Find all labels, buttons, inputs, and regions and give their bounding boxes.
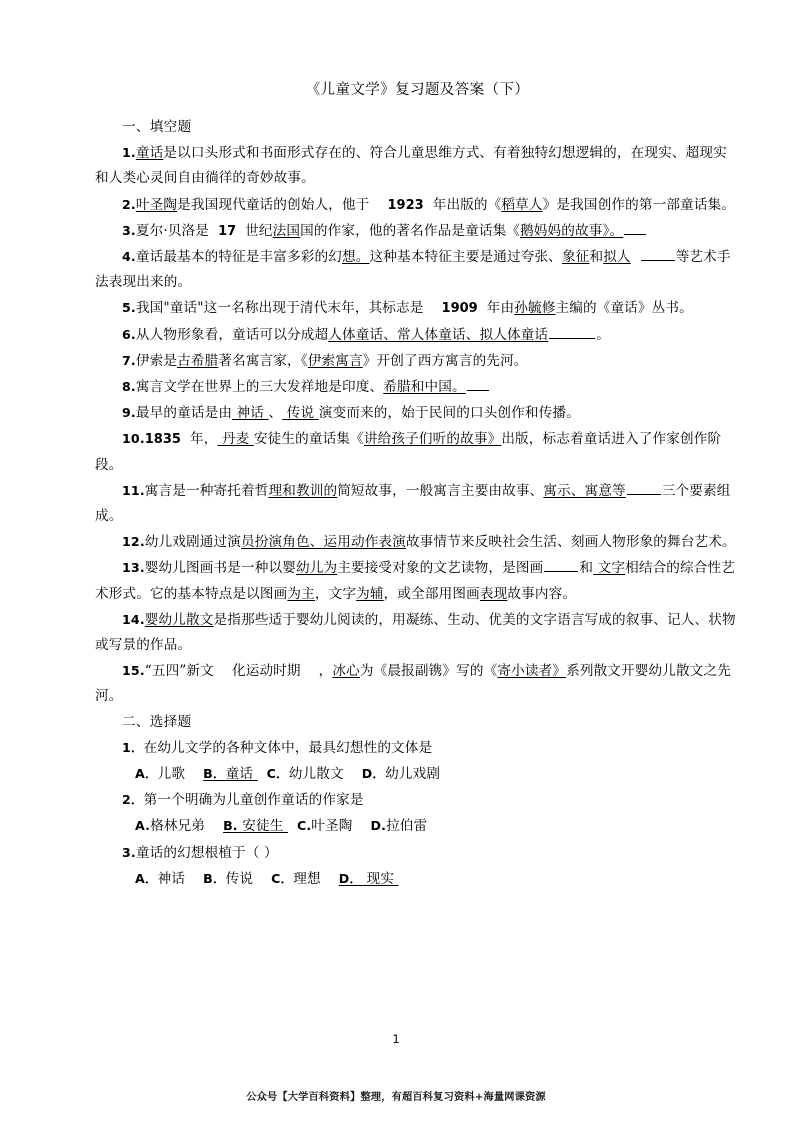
fill-in-item-15	[95, 658, 740, 709]
fill-in-item-5	[95, 295, 740, 321]
item-text: 婴幼儿图画书是一种以婴	[144, 560, 296, 577]
option-label-d[interactable]: D．	[361, 766, 386, 782]
option-text-c[interactable]: 理想	[293, 870, 321, 887]
option-label-b[interactable]: B.	[223, 818, 238, 834]
item-text: 夏尔·贝洛是	[135, 222, 210, 239]
option-label-a[interactable]: A.	[135, 818, 151, 834]
option-label-c[interactable]: C．	[271, 870, 294, 886]
choice-options-1	[95, 761, 740, 787]
answer-text: 孙毓修	[514, 300, 556, 317]
item-marker: 13.	[122, 560, 145, 576]
option-text-a[interactable]: 格林兄弟	[150, 818, 206, 835]
option-text-b[interactable]: 安徒生	[242, 818, 284, 835]
item-text: 》是我国创作的第一部童话集。	[542, 196, 736, 213]
option-label-c[interactable]: C．	[266, 766, 289, 782]
answer-text: 婴幼儿散文	[144, 611, 214, 628]
item-marker: 14.	[122, 611, 145, 627]
answer-text: 文字	[597, 560, 626, 577]
item-text: 最早的童话是由	[135, 405, 233, 422]
item-text: 这种基本特征主要是通过夸张、	[369, 249, 562, 266]
item-text: 等艺术手法表现出来的。	[95, 249, 731, 291]
option-label-b[interactable]: B．	[203, 766, 226, 782]
item-text: 从人物形象看，童话可以分成超	[135, 326, 329, 343]
answer-text: 传说	[286, 405, 315, 422]
item-marker: 6.	[122, 326, 136, 342]
item-marker: 5.	[122, 300, 136, 316]
item-marker: 4.	[122, 249, 136, 265]
item-text: 主编的《童话》丛书。	[555, 300, 693, 317]
item-marker: 3.	[122, 222, 136, 238]
question-stem: 童话的幻想根植于（ ）	[135, 844, 278, 861]
item-text: 寓言是一种寄托着哲	[144, 482, 269, 499]
fill-in-item-7	[95, 348, 740, 374]
option-text-a[interactable]: 儿歌	[157, 766, 186, 783]
option-text-d[interactable]: 拉伯雷	[386, 818, 428, 835]
item-marker: 9.	[122, 405, 136, 421]
item-text: 著名寓言家，《	[218, 352, 308, 369]
answer-text: 想。	[342, 249, 370, 266]
item-text: “五四”新文	[144, 663, 214, 680]
fill-in-item-6	[95, 322, 740, 348]
year-value: 1923	[387, 197, 424, 213]
answer-text: 叶圣陶	[135, 196, 178, 213]
answer-text: 表现	[479, 585, 508, 602]
answer-text: 为主	[287, 585, 315, 602]
option-text-b[interactable]: 传说	[225, 870, 254, 887]
answer-text: 拟人	[603, 249, 631, 266]
answer-text: 寓示、寓意等	[543, 482, 626, 499]
year-value: 1835	[144, 432, 181, 448]
item-marker: 11.	[122, 482, 145, 498]
fill-in-item-12	[95, 529, 740, 555]
fill-in-item-11	[95, 478, 740, 529]
answer-text: 讲给孩子们听的故事》	[363, 431, 502, 448]
answer-text: 寄小读者》	[497, 663, 567, 680]
item-marker: 10.	[122, 431, 145, 447]
fill-in-item-8	[95, 374, 740, 400]
answer-text: 法国	[272, 222, 301, 239]
item-text: 寓言文学在世界上的三大发祥地是印度、	[135, 379, 384, 396]
answer-text: 童话	[135, 145, 164, 162]
option-text-a[interactable]: 神话	[157, 870, 186, 887]
option-text-c[interactable]: 叶圣陶	[311, 818, 353, 835]
item-text: 出版，标志着童话进入了作家创作阶段。	[95, 431, 722, 473]
item-marker: 15.	[122, 663, 145, 679]
item-text: 为《晨报副镌》写的《	[359, 663, 498, 680]
item-text: 相结合的综合性艺术形式。它的基本特点是以图画	[95, 560, 736, 602]
fill-in-item-10	[95, 426, 740, 477]
item-text: 故事内容。	[507, 585, 577, 602]
item-text: 简短故事，一般寓言主要由故事、	[337, 482, 544, 499]
item-marker: 12.	[122, 534, 145, 550]
answer-text: 伊索寓言	[307, 352, 363, 369]
item-text: 、	[268, 405, 283, 422]
answer-text: 象征	[561, 249, 590, 266]
fill-in-item-14	[95, 607, 740, 658]
question-stem: 在幼儿文学的各种文体中，最具幻想性的文体是	[143, 739, 433, 756]
footer-note: 公众号【大学百科资料】整理，有超百科复习资料+海量网课资源	[246, 1091, 546, 1103]
item-text: 主要接受对象的文艺读物，是图画	[337, 560, 544, 577]
option-text-b[interactable]: 童话	[225, 766, 254, 783]
option-label-c[interactable]: C.	[296, 818, 312, 834]
item-text: 国的作家，他的著名作品是童话集《	[300, 222, 521, 239]
option-text-c[interactable]: 幼儿散文	[288, 766, 344, 783]
item-text: 和	[579, 560, 594, 577]
fill-in-item-13	[95, 555, 740, 606]
option-label-a[interactable]: A．	[135, 766, 158, 782]
item-text: 我国"童话"这一名称出现于清代末年，其标志是	[135, 300, 424, 317]
item-text: 三个要素组成。	[95, 482, 731, 525]
item-text: 系列散文开婴幼儿散文之先河。	[95, 663, 732, 705]
answer-blank	[641, 246, 675, 261]
question-marker: 1．	[122, 739, 144, 755]
option-label-d[interactable]: D.	[370, 818, 387, 834]
fill-in-item-9	[95, 400, 740, 426]
item-text: 》开创了西方寓言的先河。	[362, 352, 528, 369]
item-text: 是我国现代童话的创始人，他于	[177, 196, 370, 213]
fill-in-item-3	[95, 218, 740, 244]
question-stem: 第一个明确为儿童创作童话的作家是	[143, 792, 364, 809]
item-marker: 1.	[122, 145, 136, 161]
answer-text: 幼儿为	[295, 560, 338, 577]
item-text: 是以口头形式和书面形式存在的、符合儿童思维方式、有着独特幻想逻辑的，在现实、超现实和人类心灵间自由徜徉的奇妙故事。	[95, 145, 727, 187]
item-text: 年出版的《	[432, 196, 502, 213]
document-body	[95, 78, 740, 892]
answer-text: 丹麦	[221, 431, 250, 448]
answer-blank	[627, 480, 661, 495]
item-text: 世纪	[245, 222, 273, 239]
choice-question-3	[95, 840, 740, 866]
item-text: 是指那些适于婴幼儿阅读的，用凝练、生动、优美的文字语言写成的叙事、记人、状物或写景的作品。	[95, 611, 736, 654]
item-text: 。	[596, 326, 610, 343]
century-value: 17	[218, 223, 237, 239]
answer-text: 鹅妈妈的故事》。	[520, 222, 624, 239]
fill-in-item-1	[95, 140, 740, 191]
answer-text: 冰心	[332, 663, 360, 680]
answer-blank	[624, 220, 646, 235]
item-text: 演变而来的，始于民间的口头创作和传播。	[318, 405, 580, 422]
item-text: 和	[589, 249, 604, 266]
choice-options-2	[95, 813, 740, 839]
item-text: 童话最基本的特征是丰富多彩的幻	[135, 249, 343, 266]
answer-text: 古希腊	[177, 352, 219, 369]
option-label-d[interactable]: D．	[338, 870, 363, 886]
answer-text: 稻草人	[501, 196, 543, 213]
item-marker: 7.	[122, 352, 136, 368]
option-text-d[interactable]: 幼儿戏剧	[385, 766, 441, 783]
item-text: 年由	[486, 300, 515, 317]
item-text: ，或全部用图画	[383, 585, 480, 602]
answer-text: 员扮演角色、运	[240, 534, 338, 551]
item-text: 安徒生的童话集《	[253, 431, 364, 448]
item-text: 幼儿戏剧通过演	[144, 534, 241, 551]
item-text: ，文字	[314, 585, 357, 602]
option-text-d[interactable]: 现实	[366, 870, 395, 887]
answer-text: 希腊和中国。	[383, 379, 466, 396]
year-value: 1909	[441, 301, 478, 317]
answer-text: 理和教训的	[268, 482, 338, 499]
option-label-a[interactable]: A．	[135, 870, 158, 886]
answer-text: 神话	[236, 405, 265, 422]
answer-blank	[544, 557, 578, 572]
question-marker: 3.	[122, 844, 136, 860]
answer-blank	[467, 376, 489, 391]
item-text: 年，	[189, 431, 218, 448]
fill-in-item-4	[95, 244, 740, 295]
choice-options-3	[95, 866, 740, 892]
item-text: 伊索是	[135, 352, 178, 369]
section-heading-multiple-choice: 二、选择题	[122, 713, 192, 730]
item-text: 化运动时期	[231, 663, 301, 680]
fill-in-item-2	[95, 192, 740, 218]
item-marker: 8.	[122, 379, 136, 395]
choice-question-2	[95, 787, 740, 813]
answer-text: 为辅	[356, 585, 384, 602]
section-heading-fill-in: 一、填空题	[122, 119, 192, 135]
document-title: 《儿童文学》复习题及答案（下）	[305, 82, 530, 98]
answer-text: 用动作表演	[337, 534, 406, 551]
item-text: ，	[318, 663, 333, 680]
answer-text: 人体童话、常人体童话、拟人体童话	[328, 326, 549, 343]
item-marker: 2.	[122, 196, 136, 212]
option-label-b[interactable]: B．	[203, 870, 226, 886]
item-text: 故事情节来反映社会生活、刻画人物形象的舞台艺术。	[405, 534, 736, 551]
choice-question-1	[95, 735, 740, 761]
page-number: 1	[392, 1032, 400, 1046]
answer-blank	[549, 324, 595, 339]
question-marker: 2．	[122, 792, 144, 808]
